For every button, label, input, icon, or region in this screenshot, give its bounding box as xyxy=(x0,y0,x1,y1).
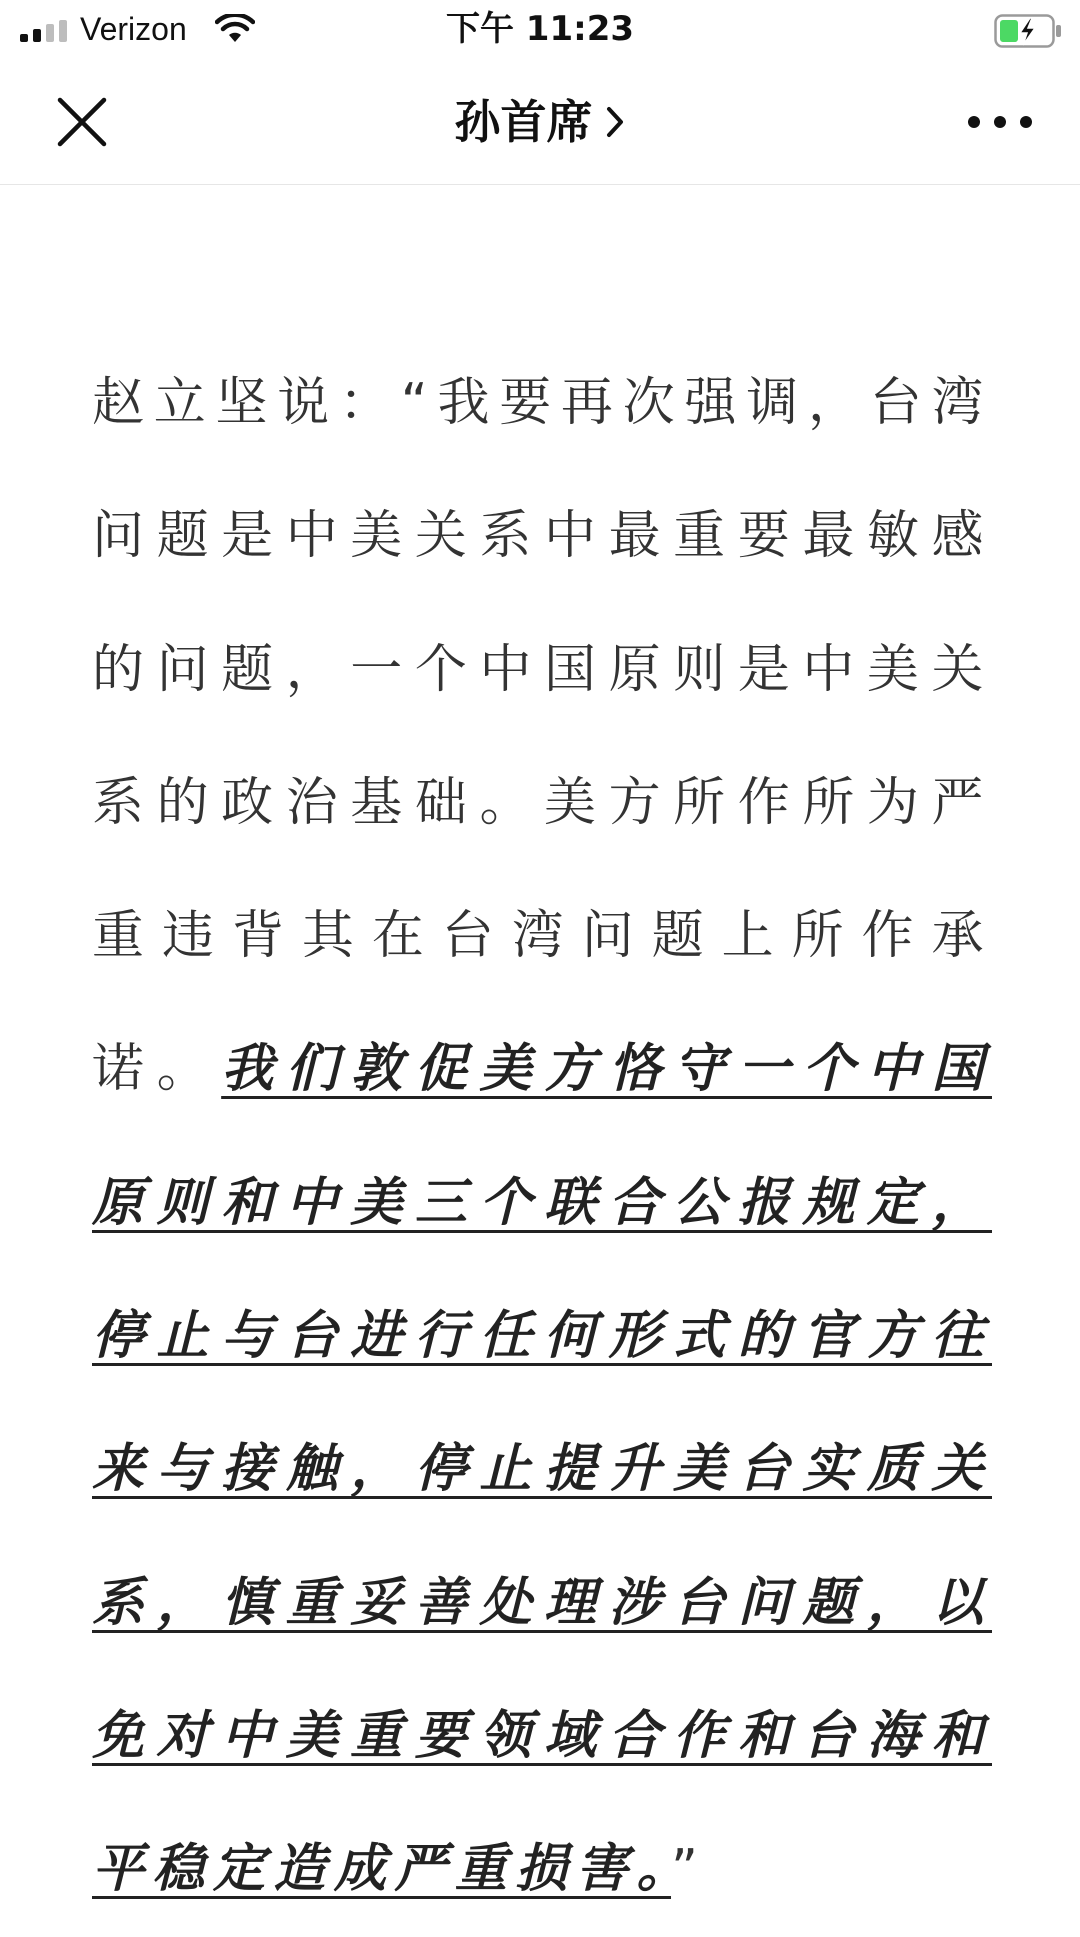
carrier-name: Verizon xyxy=(80,11,187,47)
account-title-link[interactable] xyxy=(0,92,1080,152)
status-time: 下午 11:23 xyxy=(445,9,635,49)
battery-charging-icon xyxy=(994,14,1064,48)
nav-bar xyxy=(0,60,1080,185)
article-plain-text: 赵立坚说：“我要再次强调，台湾问题是中美关系中最重要最敏感的问题，一个中国原则是中美关系的政治基础。美方所作所为严重违背其在台湾问题上所作承诺。 xyxy=(92,373,992,1100)
article-closing-quote: ” xyxy=(671,1839,707,1900)
article-paragraph xyxy=(92,337,992,1937)
page-title: 孙首席 xyxy=(454,95,593,149)
chevron-right-icon xyxy=(604,104,626,140)
status-bar xyxy=(0,0,1080,60)
article-emphasized-text: 我们敦促美方恪守一个中国原则和中美三个联合公报规定，停止与台进行任何形式的官方往来与接触，停止提升美台实质关系，慎重妥善处理涉台问题，以免对中美重要领域合作和台海和平稳定造成严重损害。 xyxy=(92,1039,992,1900)
more-icon[interactable] xyxy=(960,100,1040,144)
